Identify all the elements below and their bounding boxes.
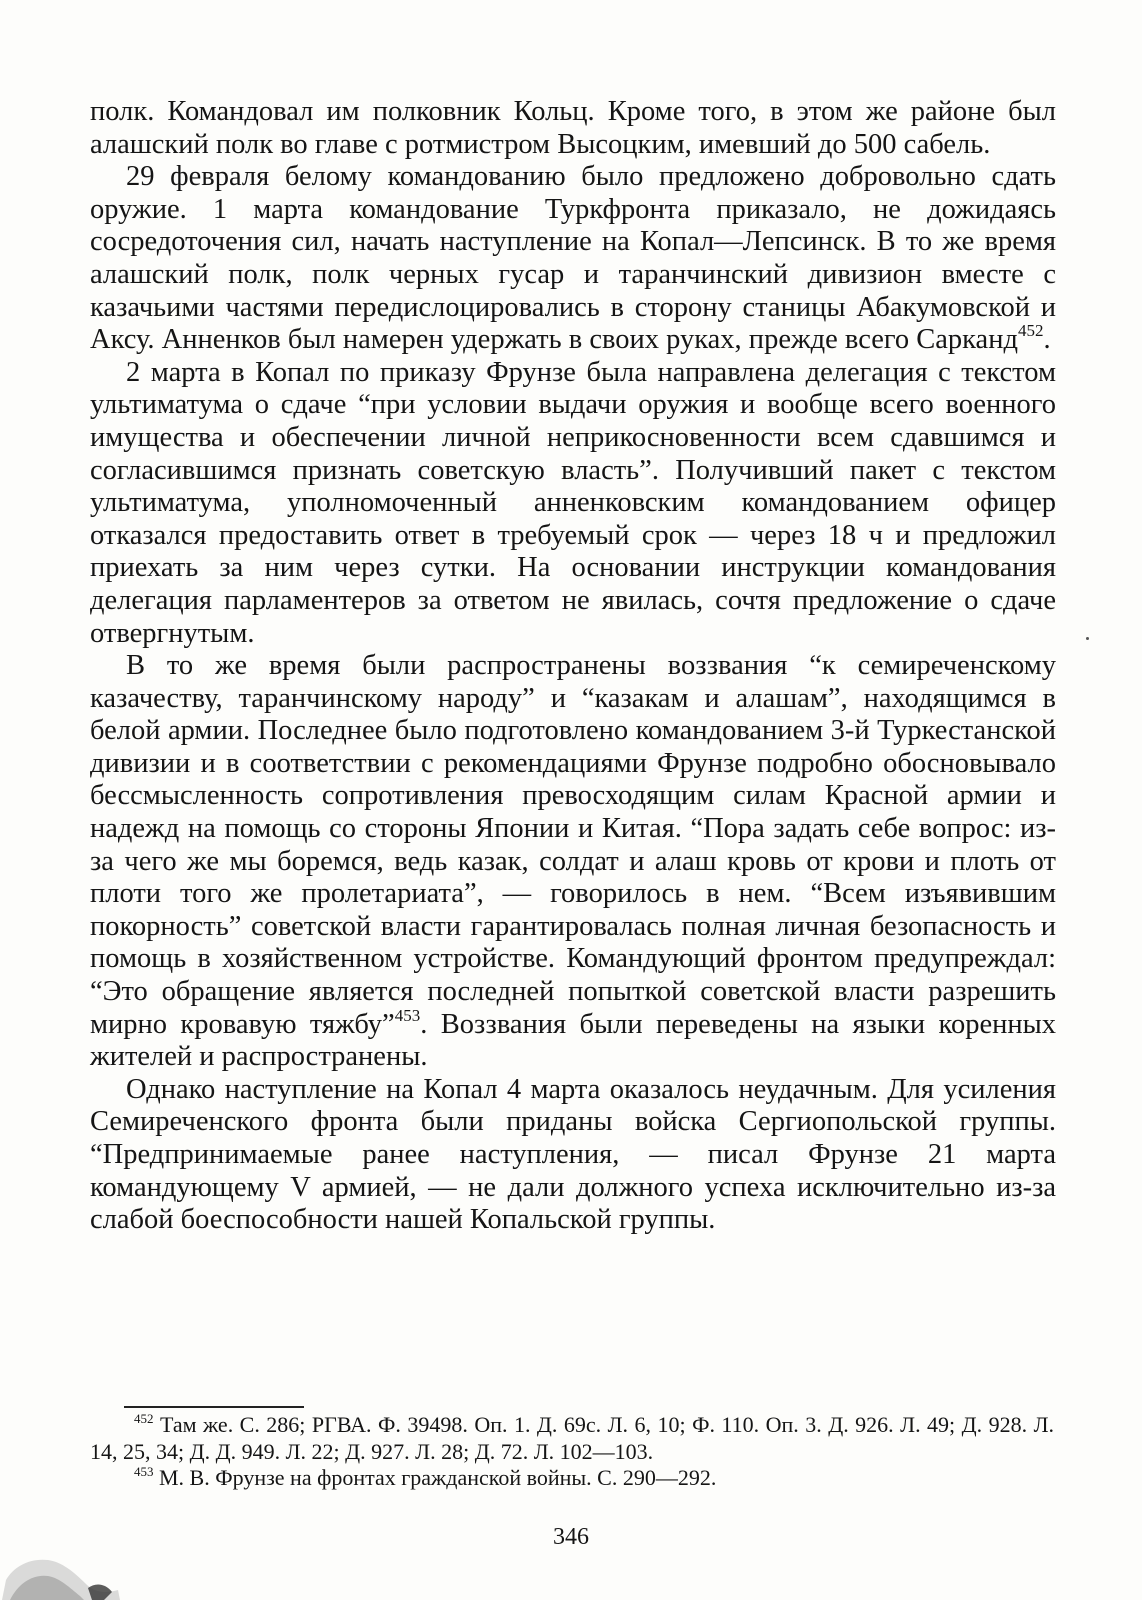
footnote-separator [124, 1406, 304, 1408]
paragraph [90, 1074, 1056, 1237]
footnote-number: 452 [134, 1411, 154, 1426]
footnote [90, 1465, 1054, 1492]
paragraph [90, 161, 1056, 357]
page-number: 346 [553, 1524, 589, 1550]
footnote-ref: 453 [394, 1005, 421, 1025]
paragraph-text: . [1043, 324, 1051, 356]
paragraph-text: . Воззвания были переведены на языки коренных жителей и распространены. [90, 1008, 1056, 1073]
paragraph-text: полк. Командовал им полковник Кольц. Кроме того, в этом же районе был алашский полк во главе с ротмистром Высоцким, имевший до 500 сабель. [90, 96, 1056, 160]
scan-speck [1086, 637, 1089, 640]
footnote [90, 1412, 1054, 1465]
paragraph-text: 29 февраля белому командованию было предложено добровольно сдать оружие. 1 марта командование Туркфронта приказало, не дожидаясь сосредоточения сил, начать наступление на Копал—Лепсинск. В то же время алашский полк, полк черных гусар и таранчинский дивизион вместе с казачьими частями передислоцировались в сторону станицы Абакумовской и Аксу. Анненков был намерен удержать в своих руках, прежде всего Сарканд [90, 161, 1056, 356]
paragraph-text: 2 марта в Копал по приказу Фрунзе была направлена делегация с текстом ультиматума о сдаче “при условии выдачи оружия и вообще всего военного имущества и обеспечении личной неприкосновенности всем сдавшимся и согласившимся признать советскую власть”. Получивший пакет с текстом ультиматума, уполномоченный анненковским командованием офицер отказался предоставить ответ в требуемый срок — через 18 ч и предложил приехать за ним через сутки. На основании инструкции командования делегация парламентеров за ответом не явилась, сочтя предложение о сдаче отвергнутым. [90, 356, 1056, 649]
main-text [90, 96, 1056, 1237]
footnote-text: М. В. Фрунзе на фронтах гражданской войны. С. 290—292. [153, 1465, 717, 1490]
paragraph [90, 357, 1056, 650]
paragraph [90, 96, 1056, 161]
footnote-ref: 452 [1017, 321, 1044, 341]
paragraph-text: В то же время были распространены воззвания “к семиреченскому казачеству, таранчинскому народу” и “казакам и алашам”, находящимся в белой армии. Последнее было подготовлено командованием 3-й Туркестанской дивизии и в соответствии с рекомендациями Фрунзе подробно обосновывало бессмысленность сопротивления превосходящим силам Красной армии и надежд на помощь со стороны Японии и Китая. “Пора задать себе вопрос: из-за чего же мы боремся, ведь казак, солдат и алаш кровь от крови и плоть от плоти того же пролетариата”, — говорилось в нем. “Всем изъявившим покорность” советской власти гарантировалась полная личная безопасность и помощь в хозяйственном устройстве. Командующий фронтом предупреждал: “Это обращение является последней попыткой советской власти разрешить мирно кровавую тяжбу” [90, 650, 1056, 1040]
scan-smudge-mark [0, 1536, 140, 1600]
footnote-number: 453 [134, 1464, 154, 1479]
footnote-text: Там же. С. 286; РГВА. Ф. 39498. Оп. 1. Д. 69с. Л. 6, 10; Ф. 110. Оп. 3. Д. 926. Л. 49; Д. 928. Л. 14, 25, 34; Д. Д. 949. Л. 22; Д. 927. Л. 28; Д. 72. Л. 102—103. [90, 1412, 1054, 1464]
footnotes [90, 1412, 1054, 1492]
paragraph [90, 650, 1056, 1074]
paragraph-text: Однако наступление на Копал 4 марта оказалось неудачным. Для усиления Семиреченского фронта были приданы войска Сергиопольской группы. “Предпринимаемые ранее наступления, — писал Фрунзе 21 марта командующему V армией, — не дали должного успеха исключительно из-за слабой боеспособности нашей Копальской группы. [90, 1073, 1056, 1236]
